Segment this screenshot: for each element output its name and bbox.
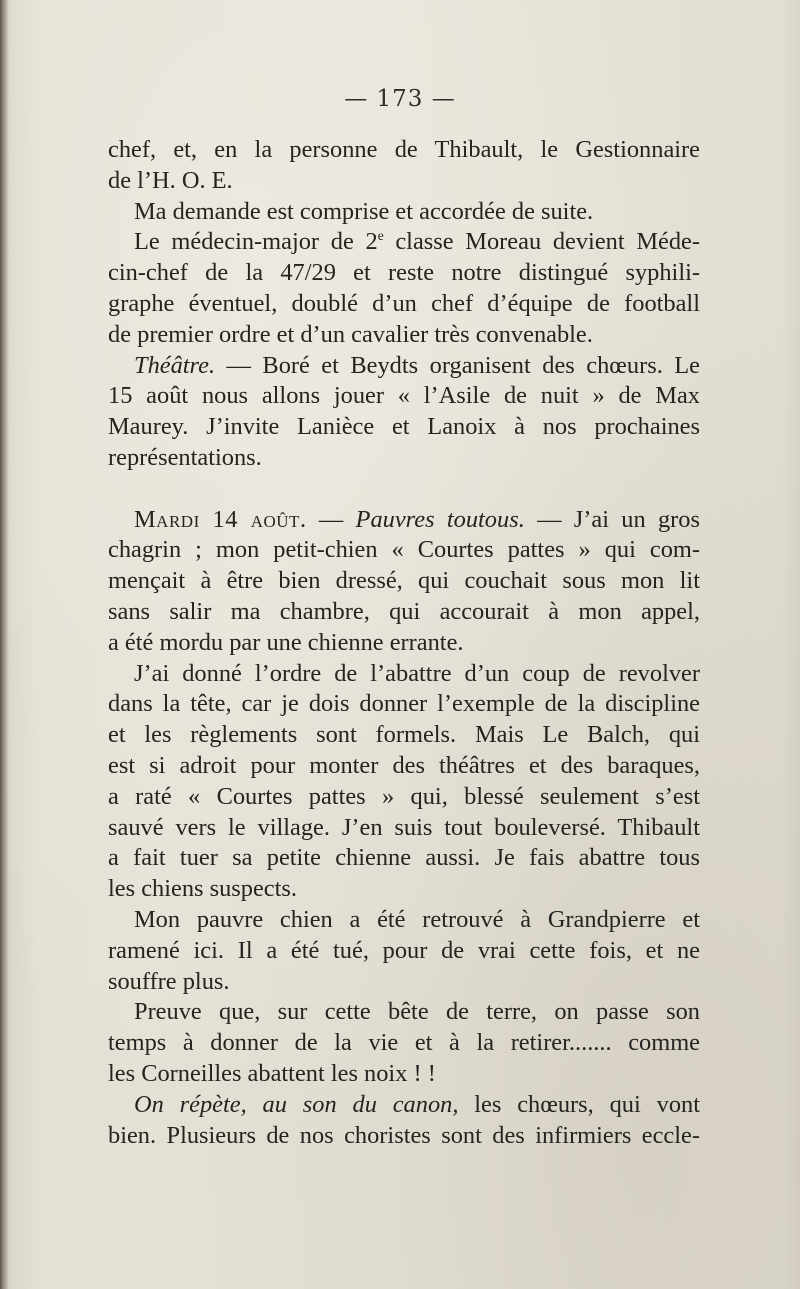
text-segment: souffre plus. <box>108 967 230 995</box>
text-line <box>108 197 700 228</box>
body-text <box>108 135 700 1151</box>
text-line <box>108 997 700 1028</box>
text-segment: Mon pauvre chien a été retrouvé à Grandpierre et <box>134 905 700 933</box>
text-segment: dans la tête, car je dois donner l’exemple de la discipline <box>108 690 700 718</box>
text-segment: Ma demande est comprise et accordée de suite. <box>134 197 594 225</box>
text-line <box>108 1121 700 1152</box>
text-segment: est si adroit pour monter des théâtres et des baraques, <box>108 751 700 779</box>
text-segment: de premier ordre et d’un cavalier très convenable. <box>108 320 593 348</box>
text-segment: — J’ai un gros <box>524 505 700 533</box>
text-line <box>108 351 700 382</box>
text-segment: Maurey. J’invite Lanièce et Lanoix à nos prochaines <box>108 413 700 441</box>
text-segment: de l’H. O. E. <box>108 166 233 194</box>
text-segment: 15 août nous allons jouer « l’Asile de nuit » de Max <box>108 382 700 410</box>
text-line <box>108 782 700 813</box>
text-line <box>108 720 700 751</box>
text-segment: graphe éventuel, doublé d’un chef d’équipe de football <box>108 289 700 317</box>
text-line <box>108 659 700 690</box>
text-segment: Pauvres toutous. <box>355 505 525 533</box>
text-segment: cin-chef de la 47/29 et reste notre distingué syphili- <box>108 259 700 287</box>
text-segment: et les règlements sont formels. Mais Le Balch, qui <box>108 721 700 749</box>
text-line <box>108 874 700 905</box>
text-segment: a fait tuer sa petite chienne aussi. Je fais abattre tous <box>108 844 700 872</box>
text-line <box>108 258 700 289</box>
text-line <box>108 566 700 597</box>
text-segment: sauvé vers le village. J’en suis tout bouleversé. Thibault <box>108 813 700 841</box>
text-segment: classe Moreau devient Méde- <box>383 228 700 256</box>
text-line <box>108 936 700 967</box>
text-line <box>108 227 700 258</box>
text-segment: a raté « Courtes pattes » qui, blessé seulement s’est <box>108 782 700 810</box>
text-line <box>108 628 700 659</box>
text-segment: chef, et, en la personne de Thibault, le Gestionnaire <box>108 136 700 163</box>
text-line <box>108 505 700 536</box>
text-segment: les chiens suspects. <box>108 875 297 903</box>
text-line <box>108 1028 700 1059</box>
text-line <box>108 320 700 351</box>
text-line <box>108 412 700 443</box>
text-segment: bien. Plusieurs de nos choristes sont des infirmiers eccle- <box>108 1121 700 1149</box>
text-segment: représentations. <box>108 443 262 471</box>
page-number: — 173 — <box>344 86 456 112</box>
text-line <box>108 1059 700 1090</box>
text-segment: — <box>306 505 356 533</box>
text-line <box>108 905 700 936</box>
text-line <box>108 1090 700 1121</box>
text-line <box>108 166 700 197</box>
text-segment: sans salir ma chambre, qui accourait à mon appel, <box>108 597 700 625</box>
text-line <box>108 135 700 166</box>
text-segment: On répète, au son du canon, <box>134 1090 459 1118</box>
text-segment: J’ai donné l’ordre de l’abattre d’un coup de revolver <box>134 659 700 687</box>
text-segment: ramené ici. Il a été tué, pour de vrai cette fois, et ne <box>108 936 700 964</box>
text-line <box>108 843 700 874</box>
text-segment: e <box>377 228 384 244</box>
text-segment: Théâtre. <box>134 351 216 379</box>
text-line <box>108 689 700 720</box>
text-segment: chagrin ; mon petit-chien « Courtes pattes » qui com- <box>108 536 700 564</box>
text-line <box>108 751 700 782</box>
text-segment: — Boré et Beydts organisent des chœurs. Le <box>215 351 700 379</box>
text-line <box>108 443 700 474</box>
text-segment: temps à donner de la vie et à la retirer....... comme <box>108 1029 700 1057</box>
text-segment: a été mordu par une chienne errante. <box>108 628 464 656</box>
text-segment: les chœurs, qui vont <box>458 1090 700 1118</box>
text-line <box>108 597 700 628</box>
paragraph-gap <box>108 474 700 505</box>
text-segment: Le médecin-major de 2 <box>134 228 378 256</box>
text-segment: les Corneilles abattent les noix ! ! <box>108 1059 436 1087</box>
text-line <box>108 535 700 566</box>
text-segment: mençait à être bien dressé, qui couchait sous mon lit <box>108 567 700 595</box>
text-segment: Mardi 14 août. <box>134 505 307 533</box>
text-line <box>108 813 700 844</box>
text-line <box>108 381 700 412</box>
text-line <box>108 289 700 320</box>
page-binding-edge <box>0 0 9 1289</box>
text-segment: Preuve que, sur cette bête de terre, on passe son <box>134 998 700 1026</box>
text-line <box>108 967 700 998</box>
